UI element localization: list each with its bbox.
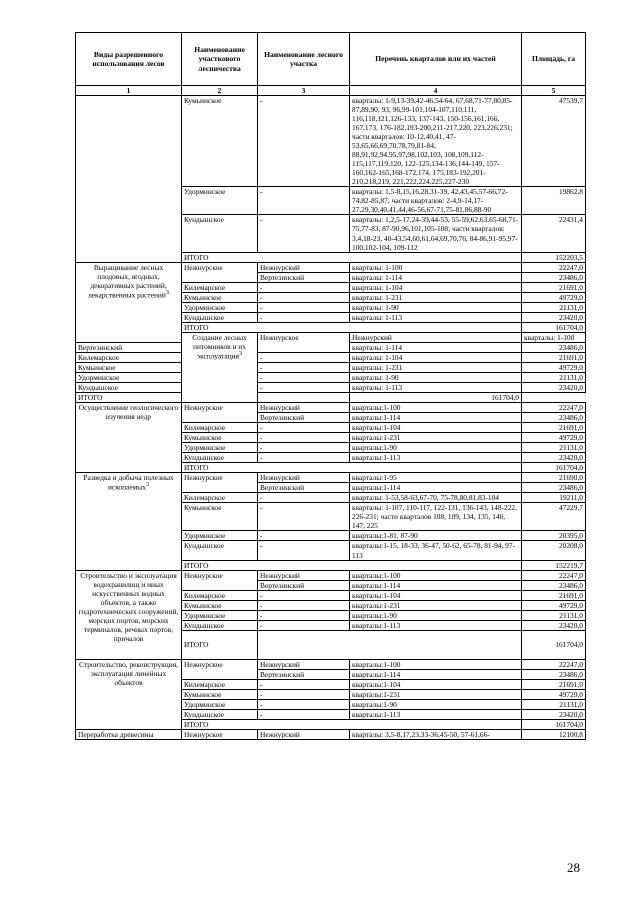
table-row: Вертезинский кварталы: 1-114 23486,0 — [76, 272, 586, 282]
forest-use-table — [75, 32, 586, 740]
table-row: Кундышское - кварталы: 1,2,5-17,24-39,44-53, 55-59,62,63,65-68,71-75,77-83, 87-90,96,101,105-108; части кварталов: 3,4,18-23, 40-43,54,60,61,64,69,70,76, 84-86,91-95,97-100,102-104, 109-112 22431,4 — [76, 215, 586, 252]
table-row: Кумьинское - кварталы: 1-231 49729,0 — [76, 362, 586, 372]
use-type-cell: Строительство и эксплуатация водохранилищ и иных искусственных водных объектов, а также гидротехнических сооружений, морских портов, морских терминалов, речных портов, причалов — [76, 570, 182, 659]
table-row: Килемарское - кварталы: 1-104 21691,0 — [76, 282, 586, 292]
table-row: Кундышское - кварталы: 1-113 23420,0 — [76, 382, 586, 392]
use-type-cell: Выращивание лесных плодовых, ягодных, декоративных растений, лекарственных растений$^3$ — [76, 262, 182, 342]
table-row: Кундышское - кварталы: 1-113 23420,0 — [76, 312, 586, 322]
table-row: Удорминское - кварталы: 1-90 21131,0 — [76, 302, 586, 312]
table-row: Кумьинское - кварталы: 1-107, 110-117, 122-131, 136-143, 148-222, 226-231; части кварталов 108, 109, 134, 135, 146, 147, 225 47229,7 — [76, 503, 586, 531]
total-row: ИТОГО 161704,0 — [76, 630, 586, 659]
table-header-row — [76, 33, 586, 86]
table-row: Удорминское - кварталы:1-90 21131,0 — [76, 699, 586, 709]
header-forest-plot: Наименование лесного участка — [258, 33, 350, 86]
table-row: Выращивание лесных плодовых, ягодных, декоративных растений, лекарственных растений$^3$ Нежнурское Нежнурский кварталы: 1-100 22247,0 — [76, 262, 586, 272]
column-number-row: 1 2 3 4 5 — [76, 86, 586, 96]
table-row: Кундышское - кварталы:1-113 23420,0 — [76, 709, 586, 719]
table-row — [76, 96, 586, 187]
plot-cell: - — [258, 96, 350, 187]
table-row: Килемарское - кварталы:1-104 21691,0 — [76, 590, 586, 600]
forestry-cell: Кумьинское — [182, 96, 258, 187]
table-row: Килемарское - кварталы:1-104 21691,0 — [76, 679, 586, 689]
area-cell: 47539,7 — [522, 96, 586, 187]
total-row: ИТОГО 161704,0 — [76, 322, 586, 332]
table-row: Осуществление геологического изучения недр Нежнурское Нежнурский кварталы:1-100 22247,0 — [76, 403, 586, 413]
use-type-cell: Строительство, реконструкция, эксплуатация линейных объектов — [76, 659, 182, 729]
table-row: Удорминское - кварталы:1-90 21131,0 — [76, 610, 586, 620]
page-number: 28 — [567, 860, 580, 875]
table-row: Вертезинский кварталы:1-114 23486,0 — [76, 669, 586, 679]
total-row: ИТОГО 152219,7 — [76, 560, 586, 570]
table-row: Вертезинский кварталы:1-114 23486,0 — [76, 483, 586, 493]
table-row: Кумьинское - кварталы:1-231 49729,0 — [76, 600, 586, 610]
table-row: Удорминское - кварталы:1-81, 87-90 20395,0 — [76, 531, 586, 541]
table-row: Строительство и эксплуатация водохранилищ и иных искусственных водных объектов, а также гидротехнических сооружений, морских портов, морских терминалов, речных портов, причалов Нежнурское Нежнурский кварталы:1-100 22247,0 — [76, 570, 586, 580]
use-type-cell: Осуществление геологического изучения недр — [76, 403, 182, 473]
use-type-cell: Разведка и добыча полезных ископаемых$^3$ — [76, 473, 182, 570]
table-row: Вертезинский кварталы:1-114 23486,0 — [76, 413, 586, 423]
total-row: ИТОГО 152203,5 — [76, 252, 586, 262]
use-type-cell: Переработка древесины — [76, 729, 182, 739]
header-area: Площадь, га — [522, 33, 586, 86]
table-row: Кумьинское - кварталы:1-231 49729,0 — [76, 433, 586, 443]
table-row: Создание лесных питомников и их эксплуатация$^3$ Нежнурское Нежнурский кварталы: 1-100 — [76, 332, 586, 342]
table-row: Кундышское - кварталы:1-15, 18-33, 36-47, 50-62, 65-78, 81-94, 97-113 20208,0 — [76, 541, 586, 560]
header-forestry: Наименование участкового лесничества — [182, 33, 258, 86]
use-type-cell — [76, 96, 182, 263]
total-row: ИТОГО 161704,0 — [76, 719, 586, 729]
table-row: Кундышское - кварталы:1-113 23420,0 — [76, 620, 586, 630]
table-row: Вертезинский кварталы:1-114 23486,0 — [76, 580, 586, 590]
header-quarters: Перечень кварталов или их частей — [350, 33, 522, 86]
total-row: ИТОГО 161704,0 — [76, 393, 586, 403]
table-row: Кундышское - кварталы:1-113 23420,0 — [76, 453, 586, 463]
table-row: Килемарское - кварталы:1-104 21691,0 — [76, 423, 586, 433]
table-row: Удорминское - кварталы: 1,5-8,15,16,28,31-39, 42,43,45,57-66,72-74,82-85,87; части кварталов: 2-4,9-14,17-27,29,30,40,41,44,46-56,67-71,75-81,86,88-90 19862,8 — [76, 187, 586, 215]
use-type-cell: Создание лесных питомников и их эксплуатация$^3$ — [182, 332, 258, 402]
table-row: Килемарское - кварталы: 1-104 21691,0 — [76, 352, 586, 362]
table-row: Строительство, реконструкция, эксплуатация линейных объектов Нежнурское Нежнурский кварталы:1-100 22247,0 — [76, 659, 586, 669]
table-row: Переработка древесины Нежнурское Нежнурский кварталы: 3,5-8,17,23,33-36,45-50, 57-61,66- 12100,8 — [76, 729, 586, 739]
table-row: Удорминское - кварталы: 1-90 21131,0 — [76, 372, 586, 382]
table-row: Килемарское - кварталы: 1-53,58-63,67-70, 75-78,80,81,83-104 19211,0 — [76, 493, 586, 503]
total-row: ИТОГО 161704,0 — [76, 463, 586, 473]
table-row: Кумьинское - кварталы: 1-231 49729,0 — [76, 292, 586, 302]
table-row: Разведка и добыча полезных ископаемых$^3$ Нежнурское Нежнурский кварталы:1-95 21690,0 — [76, 473, 586, 483]
header-use-type: Виды разрешенного использования лесов — [76, 33, 182, 86]
table-row: Удорминское - кварталы:1-90 21131,0 — [76, 443, 586, 453]
table-row: Вертезинский кварталы: 1-114 23486,0 — [76, 342, 586, 352]
table-row: Кумьинское - кварталы:1-231 49729,0 — [76, 689, 586, 699]
quarters-cell: кварталы: 1-9,13-39,42-46,54-64, 67,68,71-77,80,85-87,89,90, 93, 96,99-101,104-107,110,111, 116,118,121,126-133, 137-143, 150-156,161,166, 167,173, 176-182,193-200,211-217,220, 223,226,231; части кварталов: 10-12,40,41, 47-53,65,66,69,70,78,79,81-84, 88,91,92,94,95,97,98,102,103, 108,109,112-115,117,119,120, 122-125,134-136,144-149, 157-160,162-165,168-172,174, 175,183-192,201-210,218,219, 221,222,224,225,227-230 — [350, 96, 522, 187]
